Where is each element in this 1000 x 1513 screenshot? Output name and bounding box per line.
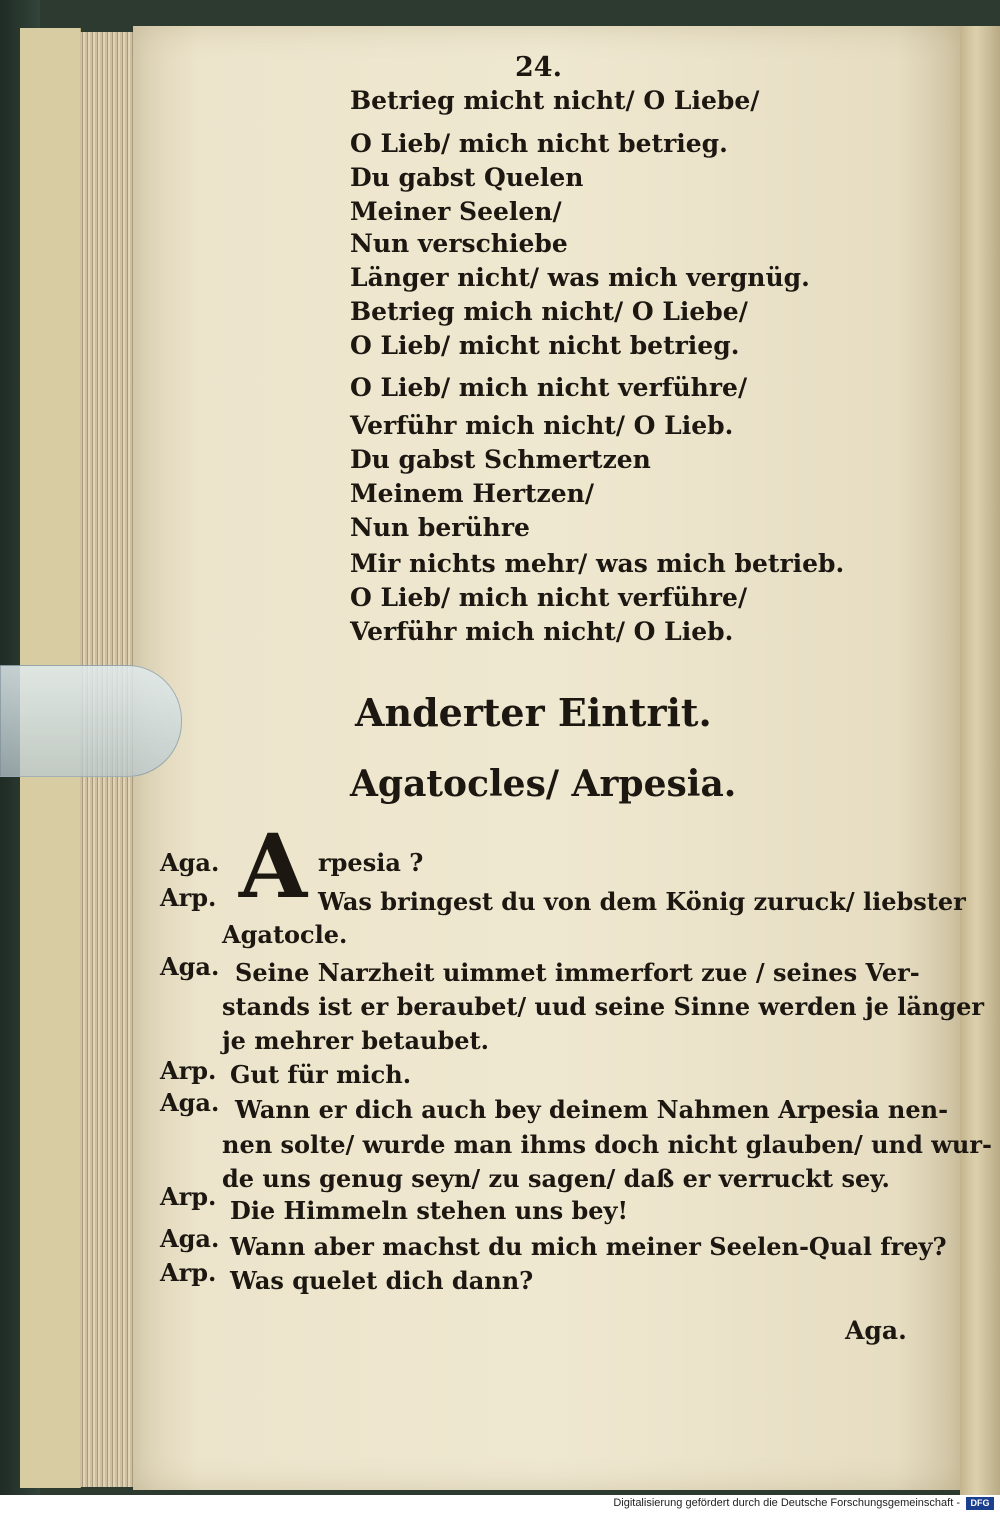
speech-text: Die Himmeln stehen uns bey!: [230, 1196, 629, 1225]
verse-line: O Lieb/ micht nicht betrieg.: [350, 331, 740, 360]
speech-text: Seine Narzheit uimmet immerfort zue / seines Ver-: [235, 958, 920, 987]
speech-text: Gut für mich.: [230, 1060, 412, 1089]
speaker-label: Aga.: [160, 848, 220, 877]
verse-line: Meinem Hertzen/: [350, 479, 594, 508]
speaker-label: Arp.: [160, 1258, 217, 1287]
speech-text: rpesia ?: [318, 848, 424, 877]
speaker-label: Arp.: [160, 1182, 217, 1211]
speaker-label: Aga.: [160, 952, 220, 981]
verse-line: Länger nicht/ was mich vergnüg.: [350, 263, 810, 292]
speech-text: Agatocle.: [222, 920, 348, 949]
verse-line: Nun verschiebe: [350, 229, 568, 258]
catchword: Aga.: [845, 1316, 907, 1345]
verse-line: Verführ mich nicht/ O Lieb.: [350, 411, 734, 440]
plastic-clip: [0, 665, 182, 777]
verse-line: Du gabst Schmertzen: [350, 445, 651, 474]
speech-text: Was quelet dich dann?: [230, 1266, 534, 1295]
characters-line: Agatocles/ Arpesia.: [350, 763, 737, 805]
speech-text: je mehrer betaubet.: [222, 1026, 489, 1055]
speech-text: de uns genug seyn/ zu sagen/ daß er verruckt sey.: [222, 1164, 890, 1193]
verse-line: Meiner Seelen/: [350, 197, 562, 226]
verse-line: Betrieg micht nicht/ O Liebe/: [350, 86, 760, 115]
speech-text: Wann aber machst du mich meiner Seelen-Qual frey?: [230, 1232, 947, 1261]
footer-credit: Digitalisierung gefördert durch die Deutsche Forschungsgemeinschaft -: [613, 1497, 960, 1509]
verse-line: Betrieg mich nicht/ O Liebe/: [350, 297, 748, 326]
dfg-logo-icon: DFG: [966, 1497, 994, 1510]
page-number: 24.: [515, 52, 562, 83]
verse-line: Verführ mich nicht/ O Lieb.: [350, 617, 734, 646]
scene-title: Anderter Eintrit.: [355, 690, 712, 735]
page-gutter-right: [960, 26, 1000, 1496]
speech-text: nen solte/ wurde man ihms doch nicht glauben/ und wur-: [222, 1130, 992, 1159]
speech-text: Was bringest du von dem König zuruck/ liebster: [318, 887, 966, 916]
verse-line: Mir nichts mehr/ was mich betrieb.: [350, 549, 845, 578]
verse-line: Nun berühre: [350, 513, 530, 542]
verse-line: Du gabst Quelen: [350, 163, 584, 192]
speaker-label: Arp.: [160, 883, 217, 912]
decorated-initial: A: [238, 814, 308, 918]
speaker-label: Aga.: [160, 1224, 220, 1253]
verse-line: O Lieb/ mich nicht verführe/: [350, 373, 748, 402]
speech-text: Wann er dich auch bey deinem Nahmen Arpesia nen-: [235, 1095, 949, 1124]
speaker-label: Aga.: [160, 1088, 220, 1117]
verse-line: O Lieb/ mich nicht verführe/: [350, 583, 748, 612]
speech-text: stands ist er beraubet/ uud seine Sinne werden je länger: [222, 992, 985, 1021]
verse-line: O Lieb/ mich nicht betrieg.: [350, 129, 728, 158]
speaker-label: Arp.: [160, 1056, 217, 1085]
